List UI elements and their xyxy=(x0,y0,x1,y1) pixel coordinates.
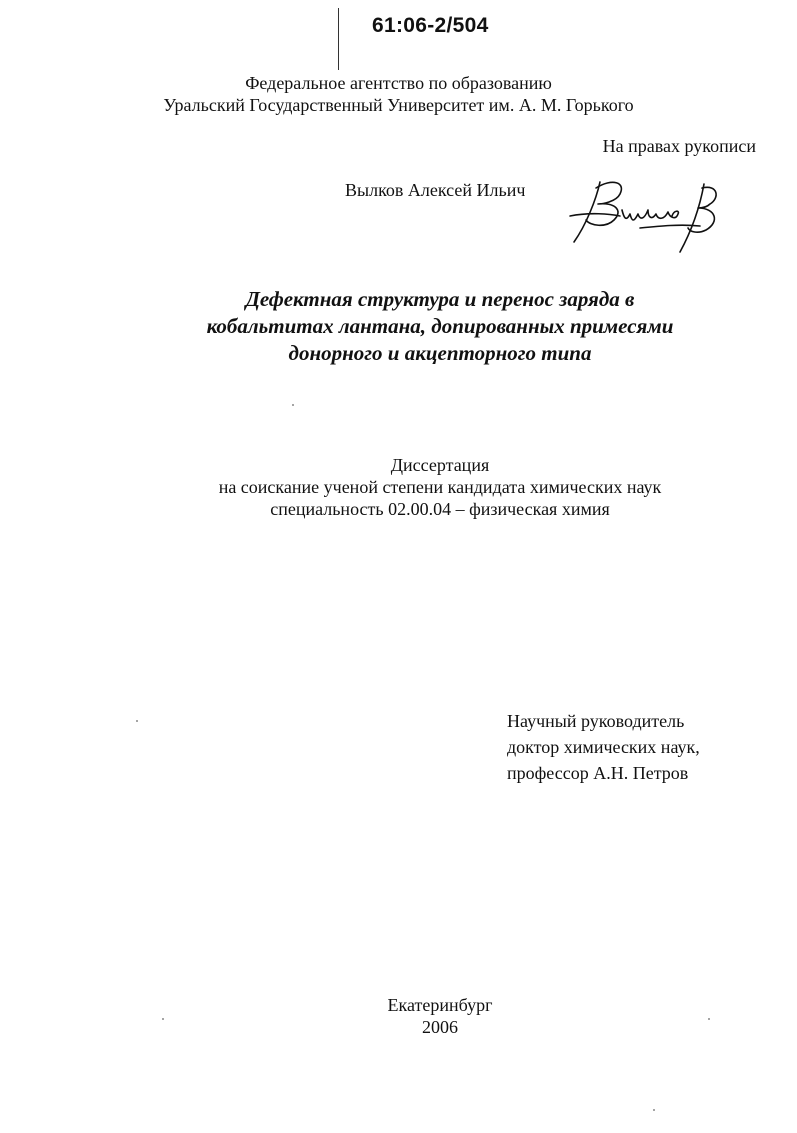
signature-image xyxy=(560,170,720,260)
advisor-role: Научный руководитель xyxy=(507,711,685,731)
archive-stamp-code: 61:06-2/504 xyxy=(372,14,489,37)
advisor-degree: доктор химических наук, xyxy=(507,737,700,757)
scan-speck xyxy=(708,1018,710,1020)
advisor-block xyxy=(507,708,700,786)
agency-name: Федеральное агентство по образованию xyxy=(245,73,552,93)
city-name: Екатеринбург xyxy=(387,995,493,1015)
dissertation-specialty: специальность 02.00.04 – физическая химия xyxy=(270,499,610,519)
title-line-2: кобальтитах лантана, допированных примесями xyxy=(206,314,674,338)
author-name: Вылков Алексей Ильич xyxy=(345,180,526,200)
scan-speck xyxy=(292,404,294,406)
title-line-1: Дефектная структура и перенос заряда в xyxy=(245,287,635,311)
dissertation-degree: на соискание ученой степени кандидата химических наук xyxy=(218,477,662,497)
stamp-divider xyxy=(338,8,339,70)
scan-speck xyxy=(653,1109,655,1111)
advisor-name: профессор А.Н. Петров xyxy=(507,763,689,783)
dissertation-title xyxy=(0,286,797,367)
title-line-3: донорного и акцепторного типа xyxy=(288,341,592,365)
year: 2006 xyxy=(422,1017,458,1037)
dissertation-info xyxy=(0,454,797,520)
place-and-year xyxy=(0,994,797,1038)
scan-speck xyxy=(162,1018,164,1020)
organization-header xyxy=(0,72,797,116)
rights-notice: На правах рукописи xyxy=(602,136,756,156)
scan-speck xyxy=(136,720,138,722)
university-name: Уральский Государственный Университет им. А. М. Горького xyxy=(163,95,634,115)
dissertation-type: Диссертация xyxy=(390,455,490,475)
